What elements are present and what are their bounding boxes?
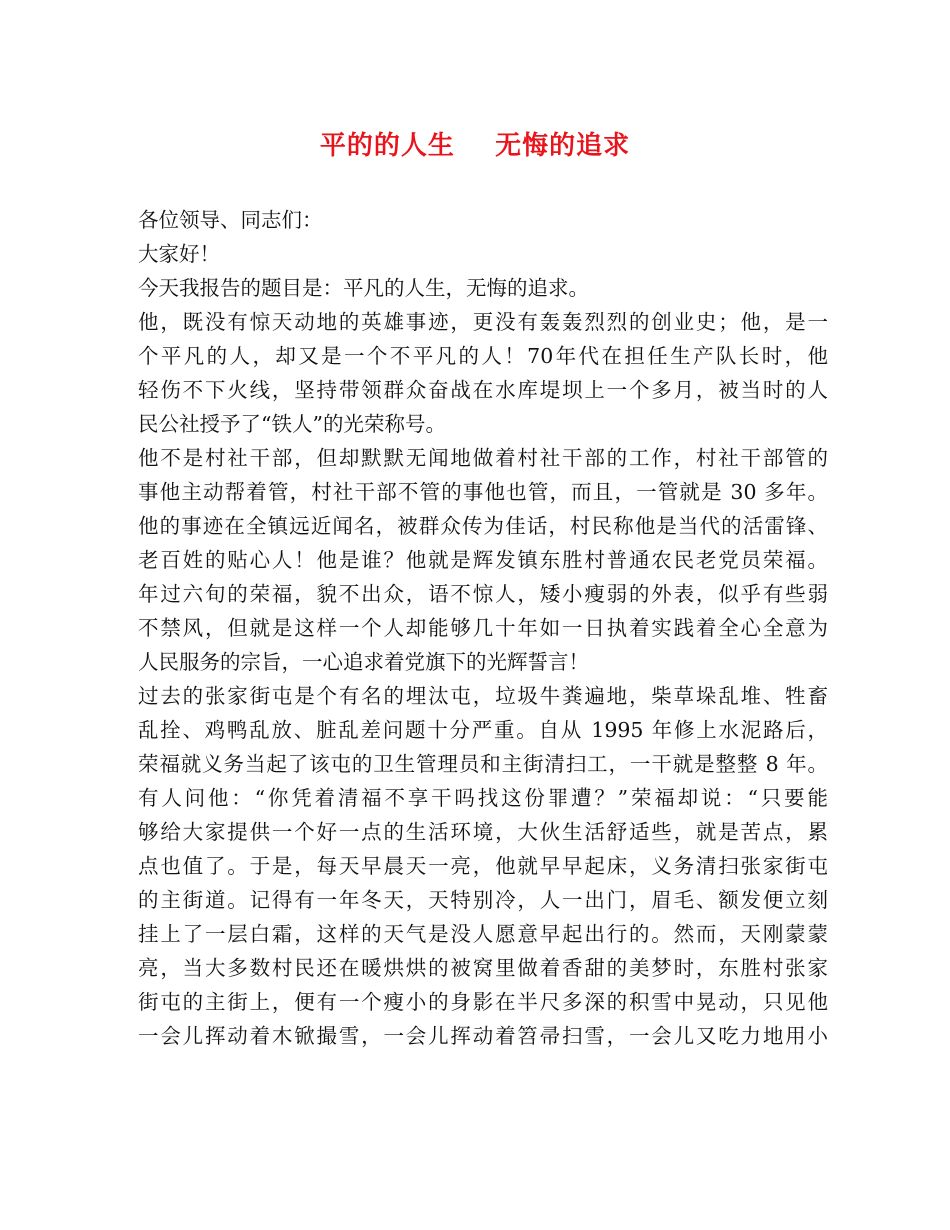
body-line: 挂上了一层白霜，这样的天气是没人愿意早起出行的。然而，天刚蒙蒙 [138, 922, 828, 946]
body-line: 亮，当大多数村民还在暖烘烘的被窝里做着香甜的美梦时，东胜村张家 [138, 956, 828, 980]
body-line: 人民服务的宗旨，一心追求着党旗下的光辉誓言！ [138, 650, 589, 674]
body-line: 大家好！ [138, 242, 220, 266]
body-line: 民公社授予了“铁人”的光荣称号。 [138, 412, 446, 436]
body-line: 一会儿挥动着木锨撮雪，一会儿挥动着笤帚扫雪，一会儿又吃力地用小 [138, 1024, 828, 1048]
body-line: 不禁风，但就是这样一个人却能够几十年如一日执着实践着全心全意为 [138, 616, 828, 640]
body-line: 够给大家提供一个好一点的生活环境，大伙生活舒适些，就是苦点，累 [138, 820, 828, 844]
body-line: 点也值了。于是，每天早晨天一亮，他就早早起床，义务清扫张家街屯 [138, 854, 828, 878]
body-line: 个平凡的人，却又是一个不平凡的人！70年代在担任生产队长时，他 [138, 344, 828, 368]
title-part-2: 无悔的追求 [495, 131, 631, 161]
body-line: 街屯的主街上，便有一个瘦小的身影在半尺多深的积雪中晃动，只见他 [138, 990, 828, 1014]
body-line: 的主街道。记得有一年冬天，天特别冷，人一出门，眉毛、额发便立刻 [138, 888, 828, 912]
document-body [138, 203, 828, 1053]
body-line: 轻伤不下火线，坚持带领群众奋战在水库堤坝上一个多月，被当时的人 [138, 378, 828, 402]
body-line: 老百姓的贴心人！他是谁？他就是辉发镇东胜村普通农民老党员荣福。 [138, 548, 828, 572]
body-line: 他不是村社干部，但却默默无闻地做着村社干部的工作，村社干部管的 [138, 446, 828, 470]
document-title [0, 128, 950, 164]
title-part-1: 平的的人生 [319, 131, 455, 161]
body-line: 过去的张家街屯是个有名的埋汰屯，垃圾牛粪遍地，柴草垛乱堆、牲畜 [138, 684, 828, 708]
body-line: 年过六旬的荣福，貌不出众，语不惊人，矮小瘦弱的外表，似乎有些弱 [138, 582, 828, 606]
body-line: 事他主动帮着管，村社干部不管的事他也管，而且，一管就是 30 多年。 [138, 480, 828, 504]
body-line: 今天我报告的题目是：平凡的人生，无悔的追求。 [138, 276, 589, 300]
body-line: 他的事迹在全镇远近闻名，被群众传为佳话，村民称他是当代的活雷锋、 [138, 514, 828, 538]
body-line: 他，既没有惊天动地的英雄事迹，更没有轰轰烈烈的创业史；他，是一 [138, 310, 828, 334]
title-gap [455, 131, 495, 161]
body-line: 有人问他：“你凭着清福不享干吗找这份罪遭？”荣福却说：“只要能 [138, 786, 828, 810]
body-line: 荣福就义务当起了该屯的卫生管理员和主街清扫工，一干就是整整 8 年。 [138, 752, 828, 776]
body-line: 各位领导、同志们： [138, 208, 323, 232]
body-line: 乱拴、鸡鸭乱放、脏乱差问题十分严重。自从 1995 年修上水泥路后， [138, 718, 828, 742]
